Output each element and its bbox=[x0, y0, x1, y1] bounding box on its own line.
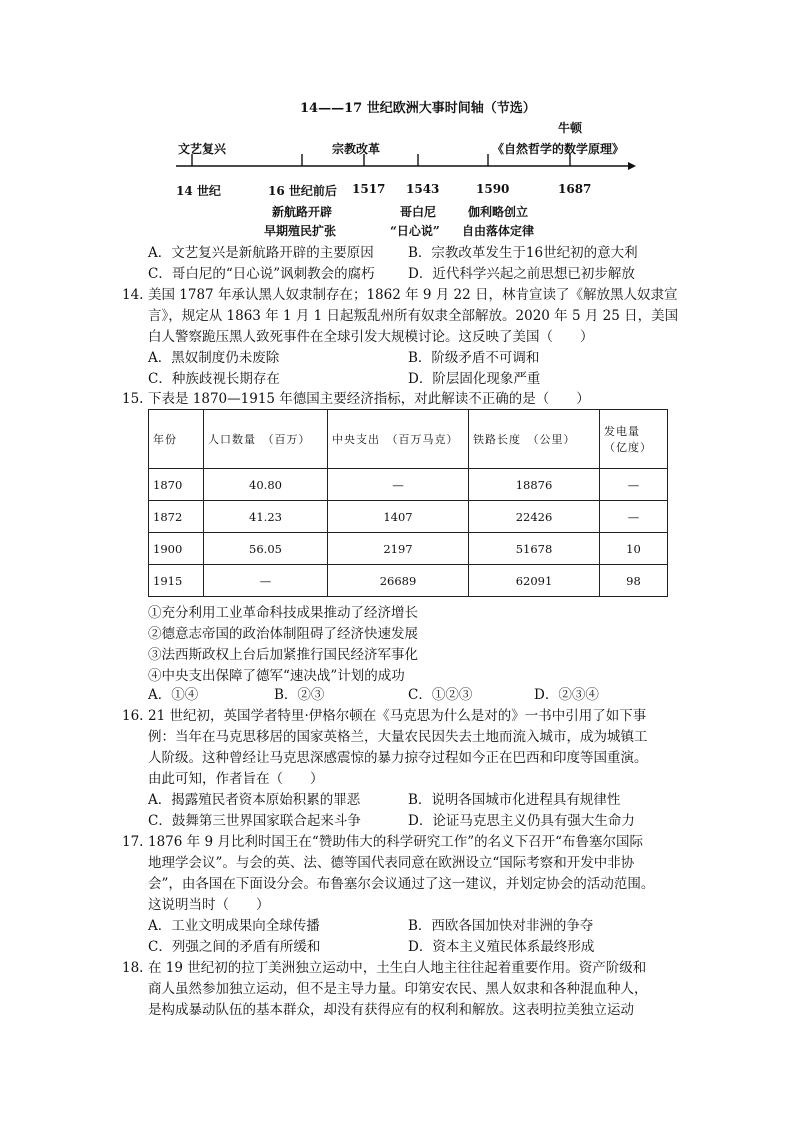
table-cell: 1407 bbox=[328, 501, 469, 533]
table-cell: 98 bbox=[600, 565, 668, 597]
table-header: 年份 bbox=[149, 410, 204, 469]
table-cell: 22426 bbox=[469, 501, 600, 533]
table-header: 人口数量 （百万） bbox=[204, 410, 328, 469]
table-cell: — bbox=[600, 469, 668, 501]
q15-option-c[interactable]: C．①②③ bbox=[408, 687, 473, 703]
table-cell: 1915 bbox=[149, 565, 204, 597]
event-principia: 《自然哲学的数学原理》 bbox=[492, 142, 625, 156]
table-cell: 26689 bbox=[328, 565, 469, 597]
q15-statement-2: ②德意志帝国的政治体制阻碍了经济快速发展 bbox=[148, 626, 418, 642]
table-cell: 56.05 bbox=[204, 533, 328, 565]
table-cell: 51678 bbox=[469, 533, 600, 565]
economic-indicators-table bbox=[148, 409, 668, 597]
question-17 bbox=[122, 832, 674, 916]
table-cell: 41.23 bbox=[204, 501, 328, 533]
q15-option-b[interactable]: B．②③ bbox=[274, 687, 325, 703]
q17-option-a[interactable]: A．工业文明成果向全球传播 bbox=[148, 918, 320, 934]
question-text-line: 地理学会议”。与会的英、法、德等国代表同意在欧洲设立“国际考察和开发中非协 bbox=[148, 855, 635, 871]
q17-option-d[interactable]: D．资本主义殖民体系最终形成 bbox=[408, 939, 595, 955]
q15-statement-1: ①充分利用工业革命科技成果推动了经济增长 bbox=[148, 605, 418, 621]
question-15 bbox=[122, 389, 674, 410]
q16-option-c[interactable]: C．鼓舞第三世界国家联合起来斗争 bbox=[148, 813, 361, 829]
question-text-line: 人阶级。这种曾经让马克思深感震惊的暴力掠夺过程如今正在巴西和印度等国重演。 bbox=[148, 750, 648, 766]
table-header: 发电量 （亿度） bbox=[600, 410, 668, 469]
event-galileo: 伽利略创立 bbox=[468, 205, 529, 219]
question-text-line: 商人虽然参加独立运动，但不是主导力量。印第安农民、黑人奴隶和各种混血种人， bbox=[148, 981, 648, 997]
q16-option-b[interactable]: B．说明各国城市化进程具有规律性 bbox=[408, 792, 621, 808]
tick-label-14c: 14 世纪 bbox=[176, 184, 221, 198]
question-number: 14. bbox=[122, 287, 144, 303]
question-text-line: 由此可知，作者旨在（ ） bbox=[148, 771, 324, 787]
table-header: 铁路长度 （公里） bbox=[469, 410, 600, 469]
question-number: 17. bbox=[122, 834, 144, 850]
question-number: 15. bbox=[122, 391, 144, 407]
event-colonial-expansion: 早期殖民扩张 bbox=[264, 224, 337, 238]
table-cell: 62091 bbox=[469, 565, 600, 597]
tick-label-1543: 1543 bbox=[406, 182, 440, 196]
question-16 bbox=[122, 706, 674, 790]
question-text-line: 21 世纪初，英国学者特里·伊格尔顿在《马克思为什么是对的》一书中引用了如下事 bbox=[148, 708, 647, 724]
table-header-row bbox=[149, 410, 668, 469]
event-free-fall: 自由落体定律 bbox=[462, 224, 535, 238]
q15-option-a[interactable]: A．①④ bbox=[148, 687, 199, 703]
event-newton: 牛顿 bbox=[558, 121, 583, 135]
table-row bbox=[149, 565, 668, 597]
question-text-line: 是构成暴动队伍的基本群众，却没有获得应有的权利和解放。这表明拉美独立运动 bbox=[148, 1002, 634, 1018]
question-number: 16. bbox=[122, 708, 144, 724]
question-text-line: 白人警察跪压黑人致死事件在全球引发大规模讨论。这反映了美国（ ） bbox=[148, 329, 594, 345]
q13-option-a[interactable]: A．文艺复兴是新航路开辟的主要原因 bbox=[148, 245, 374, 261]
event-reformation: 宗教改革 bbox=[332, 142, 381, 156]
table-cell: 1872 bbox=[149, 501, 204, 533]
table-header: 中央支出 （百万马克） bbox=[328, 410, 469, 469]
q13-option-c[interactable]: C．哥白尼的“日心说”讽刺教会的腐朽 bbox=[148, 266, 375, 282]
q14-option-b[interactable]: B．阶级矛盾不可调和 bbox=[408, 350, 540, 366]
q17-option-c[interactable]: C．列强之间的矛盾有所缓和 bbox=[148, 939, 321, 955]
tick-label-1687: 1687 bbox=[558, 182, 592, 196]
q13-option-d[interactable]: D．近代科学兴起之前思想已初步解放 bbox=[408, 266, 635, 282]
tick-label-1517: 1517 bbox=[352, 182, 386, 196]
q16-option-a[interactable]: A．揭露殖民者资本原始积累的罪恶 bbox=[148, 792, 361, 808]
question-text-line: 美国 1787 年承认黑人奴隶制存在；1862 年 9 月 22 日，林肯宣读了《解放黑人奴隶宣 bbox=[148, 287, 678, 303]
table-cell: — bbox=[328, 469, 469, 501]
tick-label-16c: 16 世纪前后 bbox=[268, 184, 337, 198]
timeline-title: 14——17 世纪欧洲大事时间轴（节选） bbox=[300, 101, 536, 116]
event-new-routes: 新航路开辟 bbox=[272, 205, 333, 219]
q13-option-b[interactable]: B．宗教改革发生于16世纪初的意大利 bbox=[408, 245, 638, 261]
question-18 bbox=[122, 958, 674, 1021]
table-cell: 40.80 bbox=[204, 469, 328, 501]
q15-option-d[interactable]: D．②③④ bbox=[534, 687, 599, 703]
table-row bbox=[149, 533, 668, 565]
question-text-line: 例：当年在马克思移居的国家英格兰，大量农民因失去土地而流入城市，成为城镇工 bbox=[148, 729, 648, 745]
table-cell: — bbox=[600, 501, 668, 533]
question-text-line: 会”，由各国在下面设分会。布鲁塞尔会议通过了这一建议，并划定协会的活动范围。 bbox=[148, 876, 655, 892]
q14-option-d[interactable]: D．阶层固化现象严重 bbox=[408, 371, 541, 387]
question-text-line: 这说明当时（ ） bbox=[148, 897, 270, 913]
table-cell: 2197 bbox=[328, 533, 469, 565]
event-heliocentrism: “日心说” bbox=[390, 224, 440, 238]
question-text-line: 言》，规定从 1863 年 1 月 1 日起叛乱州所有奴隶全部解放。2020 年 5 月 25 日，美国 bbox=[148, 308, 679, 324]
q17-option-b[interactable]: B．西欧各国加快对非洲的争夺 bbox=[408, 918, 594, 934]
timeline-arrow bbox=[628, 162, 636, 170]
timeline-axis bbox=[0, 110, 794, 190]
table-cell: 10 bbox=[600, 533, 668, 565]
q14-option-a[interactable]: A．黑奴制度仍未废除 bbox=[148, 350, 280, 366]
table-cell: 1900 bbox=[149, 533, 204, 565]
question-text-line: 在 19 世纪初的拉丁美洲独立运动中，土生白人地主往往起着重要作用。资产阶级和 bbox=[148, 960, 647, 976]
table-row bbox=[149, 501, 668, 533]
question-text-line: 下表是 1870—1915 年德国主要经济指标，对此解读不正确的是（ ） bbox=[148, 391, 590, 407]
event-renaissance: 文艺复兴 bbox=[178, 142, 227, 156]
q16-option-d[interactable]: D．论证马克思主义仍具有强大生命力 bbox=[408, 813, 635, 829]
q15-statement-3: ③法西斯政权上台后加紧推行国民经济军事化 bbox=[148, 647, 418, 663]
table-cell: 18876 bbox=[469, 469, 600, 501]
event-copernicus: 哥白尼 bbox=[400, 205, 437, 219]
question-14 bbox=[122, 285, 679, 348]
table-cell: — bbox=[204, 565, 328, 597]
table-row bbox=[149, 469, 668, 501]
question-number: 18. bbox=[122, 960, 144, 976]
tick-label-1590: 1590 bbox=[476, 182, 510, 196]
q15-statement-4: ④中央支出保障了德军“速决战”计划的成功 bbox=[148, 668, 405, 684]
q14-option-c[interactable]: C．种族歧视长期存在 bbox=[148, 371, 280, 387]
table-cell: 1870 bbox=[149, 469, 204, 501]
question-text-line: 1876 年 9 月比利时国王在“赞助伟大的科学研究工作”的名义下召开“布鲁塞尔国际 bbox=[148, 834, 644, 850]
